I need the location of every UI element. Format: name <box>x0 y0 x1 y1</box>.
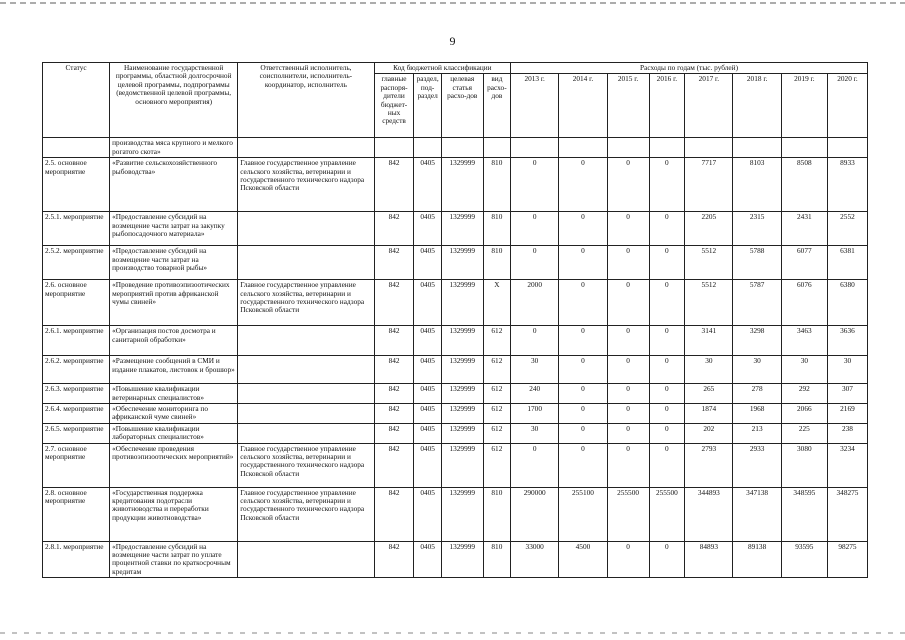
header-executor: Ответственный исполнитель, соисполнители, исполнитель-координатор, исполнитель <box>238 63 374 138</box>
row-year-value: 0 <box>511 443 559 487</box>
row-status: 2.5. основное мероприятие <box>43 158 110 212</box>
row-year-value: 2000 <box>511 280 559 326</box>
row-year-value: 98275 <box>827 541 867 578</box>
row-kbk-rz: 0405 <box>414 356 441 384</box>
table-body <box>43 138 868 578</box>
row-year-value: 30 <box>827 356 867 384</box>
row-kbk-gr: 842 <box>374 404 414 424</box>
row-year-value: 0 <box>649 404 685 424</box>
row-year-value: 0 <box>607 246 649 280</box>
row-year-value: 225 <box>781 423 827 443</box>
row-year-value: 0 <box>649 326 685 356</box>
row-year-value: 30 <box>511 423 559 443</box>
row-year-value: 0 <box>559 212 607 246</box>
row-year-value: 2169 <box>827 404 867 424</box>
header-name: Наименование государственной программы, областной долгосрочной целевой программы, подпрограммы (ведомственной целевой программы, основного мероприятия) <box>110 63 238 138</box>
header-row-top <box>43 63 868 74</box>
header-year: 2016 г. <box>649 74 685 138</box>
row-year-value: 348595 <box>781 487 827 541</box>
header-kbk: Код бюджетной классификации <box>374 63 510 74</box>
row-year-value: 5512 <box>685 246 733 280</box>
budget-table <box>42 62 868 578</box>
row-year-value: 0 <box>649 280 685 326</box>
row-year-value: 238 <box>827 423 867 443</box>
scan-top-edge <box>0 2 905 4</box>
row-kbk-rz: 0405 <box>414 443 441 487</box>
row-kbk-gr: 842 <box>374 246 414 280</box>
row-year-value: 0 <box>559 356 607 384</box>
row-year-value: 255100 <box>559 487 607 541</box>
row-year-value: 0 <box>607 423 649 443</box>
row-year-value: 8103 <box>733 158 781 212</box>
row-kbk-gr: 842 <box>374 326 414 356</box>
row-year-value: 348275 <box>827 487 867 541</box>
row-kbk-vr: 810 <box>483 487 510 541</box>
row-kbk-gr: 842 <box>374 384 414 404</box>
row-kbk-gr: 842 <box>374 212 414 246</box>
row-year-value: 0 <box>649 443 685 487</box>
row-executor <box>238 404 374 424</box>
row-year-value: 307 <box>827 384 867 404</box>
row-name: «Государственная поддержка кредитования подотрасли животноводства и переработки продукции животноводства» <box>110 487 238 541</box>
row-executor <box>238 356 374 384</box>
row-kbk-cs: 1329999 <box>441 541 483 578</box>
row-status: 2.6.4. мероприятие <box>43 404 110 424</box>
row-year-value: 5787 <box>733 280 781 326</box>
row-status: 2.6.3. мероприятие <box>43 384 110 404</box>
row-kbk-gr: 842 <box>374 443 414 487</box>
row-executor <box>238 384 374 404</box>
row-year-value: 8508 <box>781 158 827 212</box>
row-kbk-cs: 1329999 <box>441 212 483 246</box>
row-year-value: 255500 <box>607 487 649 541</box>
row-kbk-cs: 1329999 <box>441 443 483 487</box>
row-kbk-rz: 0405 <box>414 246 441 280</box>
row-kbk-rz: 0405 <box>414 326 441 356</box>
header-year: 2015 г. <box>607 74 649 138</box>
header-kbk-col: целевая статья расхо-дов <box>441 74 483 138</box>
row-year-value: 1874 <box>685 404 733 424</box>
row-kbk-rz: 0405 <box>414 384 441 404</box>
header-year: 2014 г. <box>559 74 607 138</box>
row-kbk-cs: 1329999 <box>441 404 483 424</box>
row-name: «Развитие сельскохозяйственного рыбоводства» <box>110 158 238 212</box>
row-year-value: 0 <box>607 384 649 404</box>
row-executor <box>238 246 374 280</box>
row-year-value: 292 <box>781 384 827 404</box>
row-year-value: 2552 <box>827 212 867 246</box>
row-year-value: 3234 <box>827 443 867 487</box>
row-year-value: 0 <box>607 212 649 246</box>
row-year-value: 2933 <box>733 443 781 487</box>
row-year-value: 0 <box>607 404 649 424</box>
row-year-value: 0 <box>559 443 607 487</box>
row-kbk-cs: 1329999 <box>441 326 483 356</box>
header-kbk-col: вид расхо-дов <box>483 74 510 138</box>
row-year-value: 93595 <box>781 541 827 578</box>
row-year-value: 0 <box>559 404 607 424</box>
table-row <box>43 541 868 578</box>
row-year-value: 0 <box>649 246 685 280</box>
row-kbk-vr: 810 <box>483 158 510 212</box>
table-row <box>43 326 868 356</box>
row-year-value: 30 <box>733 356 781 384</box>
row-year-value: 5788 <box>733 246 781 280</box>
row-year-value: 3298 <box>733 326 781 356</box>
header-expenses: Расходы по годам (тыс. рублей) <box>511 63 868 74</box>
row-year-value: 0 <box>511 212 559 246</box>
row-year-value: 0 <box>559 280 607 326</box>
row-kbk-vr: 612 <box>483 423 510 443</box>
header-kbk-col: раздел, под-раздел <box>414 74 441 138</box>
row-status: 2.6.5. мероприятие <box>43 423 110 443</box>
row-year-value: 2431 <box>781 212 827 246</box>
row-year-value: 0 <box>649 356 685 384</box>
row-year-value: 290000 <box>511 487 559 541</box>
row-executor: Главное государственное управление сельского хозяйства, ветеринарии и государственного технического надзора Псковской области <box>238 280 374 326</box>
row-year-value: 0 <box>607 541 649 578</box>
row-kbk-cs: 1329999 <box>441 158 483 212</box>
row-name: «Предоставление субсидий на возмещение части затрат на закупку рыбопосадочного материала» <box>110 212 238 246</box>
table-row <box>43 356 868 384</box>
row-year-value: 6381 <box>827 246 867 280</box>
row-year-value: 255500 <box>649 487 685 541</box>
row-executor <box>238 541 374 578</box>
table-row <box>43 487 868 541</box>
row-year-value: 3636 <box>827 326 867 356</box>
row-year-value: 5512 <box>685 280 733 326</box>
page-number: 9 <box>449 34 456 48</box>
row-name: «Обеспечение проведения противоэпизоотических мероприятий» <box>110 443 238 487</box>
header-year: 2019 г. <box>781 74 827 138</box>
row-year-value: 265 <box>685 384 733 404</box>
row-kbk-rz: 0405 <box>414 487 441 541</box>
row-kbk-gr: 842 <box>374 356 414 384</box>
row-name: «Проведение противоэпизоотических мероприятий против африканской чумы свиней» <box>110 280 238 326</box>
header-year: 2017 г. <box>685 74 733 138</box>
row-year-value: 278 <box>733 384 781 404</box>
header-kbk-col: главные распоря-дители бюджет-ных средств <box>374 74 414 138</box>
table-row <box>43 423 868 443</box>
row-year-value: 0 <box>649 423 685 443</box>
row-kbk-vr: 810 <box>483 541 510 578</box>
row-year-value: 213 <box>733 423 781 443</box>
row-year-value: 6077 <box>781 246 827 280</box>
table-row <box>43 384 868 404</box>
continuation-text: производства мяса крупного и мелкого рогатого скота» <box>110 138 238 158</box>
row-year-value: 4500 <box>559 541 607 578</box>
row-executor <box>238 326 374 356</box>
row-year-value: 6380 <box>827 280 867 326</box>
row-year-value: 202 <box>685 423 733 443</box>
row-kbk-vr: 810 <box>483 212 510 246</box>
row-year-value: 0 <box>607 356 649 384</box>
row-status: 2.6.2. мероприятие <box>43 356 110 384</box>
row-year-value: 0 <box>649 158 685 212</box>
row-status: 2.6. основное мероприятие <box>43 280 110 326</box>
row-year-value: 89138 <box>733 541 781 578</box>
header-status: Статус <box>43 63 110 138</box>
row-year-value: 3141 <box>685 326 733 356</box>
row-name: «Обеспечение мониторинга по африканской чуме свиней» <box>110 404 238 424</box>
row-year-value: 0 <box>607 158 649 212</box>
row-executor <box>238 423 374 443</box>
row-year-value: 347138 <box>733 487 781 541</box>
row-year-value: 3080 <box>781 443 827 487</box>
row-name: «Размещение сообщений в СМИ и издание плакатов, листовок и брошюр» <box>110 356 238 384</box>
row-name: «Повышение квалификации лабораторных специалистов» <box>110 423 238 443</box>
table-row <box>43 404 868 424</box>
row-kbk-gr: 842 <box>374 280 414 326</box>
row-year-value: 0 <box>607 280 649 326</box>
table-row <box>43 246 868 280</box>
row-year-value: 3463 <box>781 326 827 356</box>
row-year-value: 0 <box>511 158 559 212</box>
row-year-value: 0 <box>649 541 685 578</box>
row-kbk-cs: 1329999 <box>441 384 483 404</box>
row-year-value: 0 <box>559 326 607 356</box>
row-year-value: 30 <box>781 356 827 384</box>
row-kbk-cs: 1329999 <box>441 423 483 443</box>
row-status: 2.8. основное мероприятие <box>43 487 110 541</box>
row-year-value: 84893 <box>685 541 733 578</box>
header-year: 2018 г. <box>733 74 781 138</box>
header-year: 2013 г. <box>511 74 559 138</box>
row-year-value: 0 <box>511 326 559 356</box>
row-kbk-cs: 1329999 <box>441 356 483 384</box>
row-year-value: 2066 <box>781 404 827 424</box>
row-kbk-vr: 810 <box>483 246 510 280</box>
table-row <box>43 158 868 212</box>
row-year-value: 6076 <box>781 280 827 326</box>
row-status: 2.6.1. мероприятие <box>43 326 110 356</box>
header-year: 2020 г. <box>827 74 867 138</box>
row-status: 2.8.1. мероприятие <box>43 541 110 578</box>
row-year-value: 1700 <box>511 404 559 424</box>
row-year-value: 33000 <box>511 541 559 578</box>
row-kbk-rz: 0405 <box>414 212 441 246</box>
row-kbk-rz: 0405 <box>414 280 441 326</box>
row-kbk-cs: 1329999 <box>441 280 483 326</box>
row-year-value: 2793 <box>685 443 733 487</box>
row-year-value: 7717 <box>685 158 733 212</box>
row-year-value: 0 <box>607 443 649 487</box>
row-year-value: 1968 <box>733 404 781 424</box>
row-year-value: 0 <box>559 246 607 280</box>
row-year-value: 30 <box>511 356 559 384</box>
row-kbk-vr: 612 <box>483 384 510 404</box>
row-name: «Организация постов досмотра и санитарной обработки» <box>110 326 238 356</box>
row-year-value: 0 <box>649 212 685 246</box>
row-status: 2.7. основное мероприятие <box>43 443 110 487</box>
table-row <box>43 443 868 487</box>
row-kbk-gr: 842 <box>374 487 414 541</box>
row-status: 2.5.1. мероприятие <box>43 212 110 246</box>
row-year-value: 0 <box>649 384 685 404</box>
table-row <box>43 212 868 246</box>
row-kbk-rz: 0405 <box>414 423 441 443</box>
scan-bottom-edge <box>0 632 905 634</box>
table-row <box>43 280 868 326</box>
row-name: «Предоставление субсидий на возмещение части затрат по уплате процентной ставки по краткосрочным кредитам <box>110 541 238 578</box>
row-kbk-rz: 0405 <box>414 158 441 212</box>
row-name: «Повышение квалификации ветеринарных специалистов» <box>110 384 238 404</box>
row-year-value: 0 <box>559 384 607 404</box>
row-kbk-vr: 612 <box>483 404 510 424</box>
row-kbk-cs: 1329999 <box>441 246 483 280</box>
row-year-value: 0 <box>607 326 649 356</box>
row-kbk-gr: 842 <box>374 541 414 578</box>
continuation-row <box>43 138 868 158</box>
row-year-value: 30 <box>685 356 733 384</box>
row-executor <box>238 212 374 246</box>
row-status: 2.5.2. мероприятие <box>43 246 110 280</box>
row-name: «Предоставление субсидий на возмещение части затрат на производство товарной рыбы» <box>110 246 238 280</box>
row-year-value: 0 <box>559 158 607 212</box>
row-executor: Главное государственное управление сельского хозяйства, ветеринарии и государственного технического надзора Псковской области <box>238 487 374 541</box>
row-kbk-vr: 612 <box>483 356 510 384</box>
row-kbk-vr: 612 <box>483 443 510 487</box>
row-kbk-cs: 1329999 <box>441 487 483 541</box>
row-year-value: 240 <box>511 384 559 404</box>
row-year-value: 0 <box>559 423 607 443</box>
row-kbk-rz: 0405 <box>414 541 441 578</box>
row-year-value: 8933 <box>827 158 867 212</box>
row-kbk-gr: 842 <box>374 423 414 443</box>
row-year-value: 344893 <box>685 487 733 541</box>
row-year-value: 2315 <box>733 212 781 246</box>
row-year-value: 2205 <box>685 212 733 246</box>
row-kbk-vr: 612 <box>483 326 510 356</box>
row-executor: Главное государственное управление сельского хозяйства, ветеринарии и государственного технического надзора Псковской области <box>238 158 374 212</box>
row-year-value: 0 <box>511 246 559 280</box>
row-kbk-vr: Х <box>483 280 510 326</box>
row-kbk-rz: 0405 <box>414 404 441 424</box>
row-executor: Главное государственное управление сельского хозяйства, ветеринарии и государственного технического надзора Псковской области <box>238 443 374 487</box>
row-kbk-gr: 842 <box>374 158 414 212</box>
